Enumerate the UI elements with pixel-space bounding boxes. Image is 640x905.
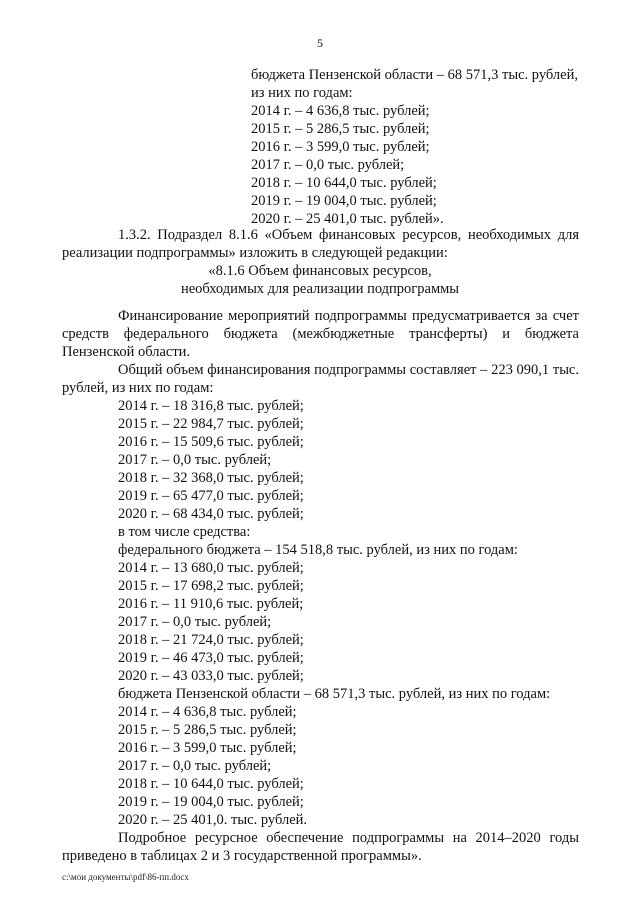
regional-year-2019: 2019 г. – 19 004,0 тыс. рублей; — [118, 794, 304, 810]
federal-year-2014: 2014 г. – 13 680,0 тыс. рублей; — [118, 560, 304, 576]
regional-year-2014: 2014 г. – 4 636,8 тыс. рублей; — [118, 704, 297, 720]
top-block-year-2017: 2017 г. – 0,0 тыс. рублей; — [251, 157, 405, 173]
federal-year-2016: 2016 г. – 11 910,6 тыс. рублей; — [118, 596, 304, 612]
federal-year-2015: 2015 г. – 17 698,2 тыс. рублей; — [118, 578, 304, 594]
section-heading-line-2: необходимых для реализации подпрограммы — [180, 281, 460, 297]
federal-year-2020: 2020 г. – 43 033,0 тыс. рублей; — [118, 668, 304, 684]
closing-line-1: Подробное ресурсное обеспечение подпрограммы на 2014–2020 годы — [118, 830, 579, 846]
financing-paragraph-line-1: Финансирование мероприятий подпрограммы предусматривается за счет — [118, 308, 579, 324]
financing-paragraph-line-2: средств федерального бюджета (межбюджетные трансферты) и бюджета — [62, 326, 579, 342]
section-heading-line-1: «8.1.6 Объем финансовых ресурсов, — [208, 263, 432, 279]
financing-paragraph-line-3: Пензенской области. — [62, 344, 191, 360]
total-year-2014: 2014 г. – 18 316,8 тыс. рублей; — [118, 398, 304, 414]
page-number: 5 — [317, 36, 323, 50]
top-block-year-2018: 2018 г. – 10 644,0 тыс. рублей; — [251, 175, 437, 191]
regional-year-2017: 2017 г. – 0,0 тыс. рублей; — [118, 758, 272, 774]
federal-budget-intro: федерального бюджета – 154 518,8 тыс. рублей, из них по годам: — [118, 542, 518, 558]
total-year-2020: 2020 г. – 68 434,0 тыс. рублей; — [118, 506, 304, 522]
regional-year-2015: 2015 г. – 5 286,5 тыс. рублей; — [118, 722, 297, 738]
top-block-year-2019: 2019 г. – 19 004,0 тыс. рублей; — [251, 193, 437, 209]
federal-year-2017: 2017 г. – 0,0 тыс. рублей; — [118, 614, 272, 630]
top-block-by-years: из них по годам: — [251, 85, 353, 101]
clause-line-2: реализации подпрограммы» изложить в следующей редакции: — [62, 245, 448, 261]
regional-year-2020: 2020 г. – 25 401,0. тыс. рублей. — [118, 812, 308, 828]
total-year-2019: 2019 г. – 65 477,0 тыс. рублей; — [118, 488, 304, 504]
footer-file-path: c:\мои документы\pdf\86-пп.docx — [62, 872, 189, 882]
federal-year-2019: 2019 г. – 46 473,0 тыс. рублей; — [118, 650, 304, 666]
regional-year-2018: 2018 г. – 10 644,0 тыс. рублей; — [118, 776, 304, 792]
top-block-year-2020: 2020 г. – 25 401,0 тыс. рублей». — [251, 211, 444, 227]
clause-line-1: 1.3.2. Подраздел 8.1.6 «Объем финансовых ресурсов, необходимых для — [118, 227, 579, 243]
closing-line-2: приведено в таблицах 2 и 3 государственной программы». — [62, 848, 422, 864]
including-label: в том числе средства: — [118, 524, 251, 540]
top-block-year-2016: 2016 г. – 3 599,0 тыс. рублей; — [251, 139, 430, 155]
total-year-2015: 2015 г. – 22 984,7 тыс. рублей; — [118, 416, 304, 432]
total-paragraph-line-1: Общий объем финансирования подпрограммы составляет – 223 090,1 тыс. — [118, 362, 579, 378]
top-block-year-2015: 2015 г. – 5 286,5 тыс. рублей; — [251, 121, 430, 137]
regional-budget-intro: бюджета Пензенской области – 68 571,3 тыс. рублей, из них по годам: — [118, 686, 551, 702]
federal-year-2018: 2018 г. – 21 724,0 тыс. рублей; — [118, 632, 304, 648]
regional-year-2016: 2016 г. – 3 599,0 тыс. рублей; — [118, 740, 297, 756]
total-year-2018: 2018 г. – 32 368,0 тыс. рублей; — [118, 470, 304, 486]
top-block-intro: бюджета Пензенской области – 68 571,3 тыс. рублей, — [251, 67, 578, 83]
top-block-year-2014: 2014 г. – 4 636,8 тыс. рублей; — [251, 103, 430, 119]
total-paragraph-line-2: рублей, из них по годам: — [62, 380, 214, 396]
total-year-2017: 2017 г. – 0,0 тыс. рублей; — [118, 452, 272, 468]
total-year-2016: 2016 г. – 15 509,6 тыс. рублей; — [118, 434, 304, 450]
